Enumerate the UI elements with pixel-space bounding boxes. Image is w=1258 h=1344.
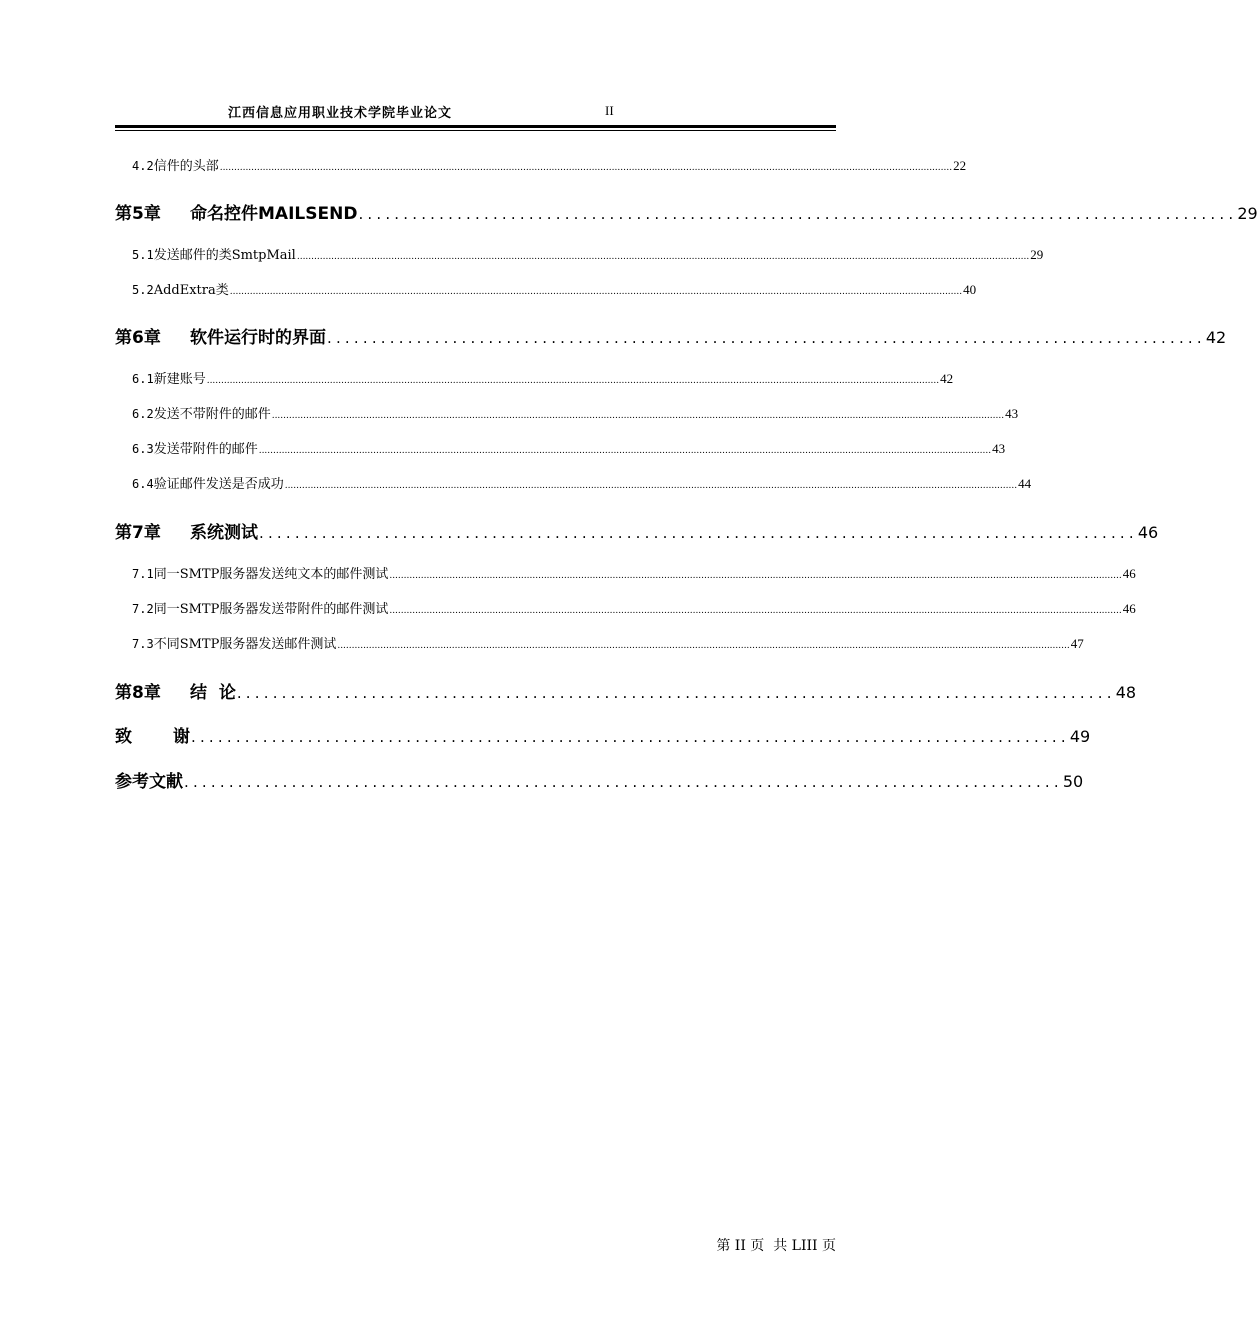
toc-chapter-number: 第7章: [115, 523, 161, 543]
toc-acknowledgements[interactable]: [115, 722, 1091, 747]
toc-leader-dots: ................................................................................................................................................................................................................................................................: [271, 411, 1005, 421]
toc-entry-label: 发送邮件的类SmtpMail: [153, 248, 296, 263]
toc-chapter-page: 42: [1205, 328, 1227, 347]
toc-chapter-page: 50: [1062, 772, 1084, 791]
toc-entry-page: 46: [1122, 566, 1136, 581]
toc-leader-dots: ................................................................................................................................................................................................................................................................: [284, 481, 1018, 491]
toc-entry-6-1[interactable]: [115, 368, 954, 387]
toc-entry-7-1[interactable]: [115, 563, 1136, 582]
toc-entry-label: 同一SMTP服务器发送带附件的邮件测试: [153, 602, 389, 617]
toc-chapter-number: 致: [115, 727, 132, 747]
toc-entry-label: AddExtra类: [153, 283, 229, 298]
toc-chapter-5[interactable]: [115, 199, 1258, 224]
toc-chapter-label: 软件运行时的界面: [190, 328, 326, 348]
toc-entry-number: 7.3: [132, 637, 154, 651]
toc-entry-number: 6.2: [132, 407, 154, 421]
toc-chapter-number: 参考文献: [115, 772, 183, 792]
toc-entry-label: 验证邮件发送是否成功: [153, 477, 284, 492]
toc-entry-6-3[interactable]: [115, 438, 1006, 457]
toc-entry-page: 42: [940, 371, 954, 386]
toc-leader-dots: ..................................................................................................: [191, 728, 1070, 746]
toc-references[interactable]: [115, 767, 1084, 792]
toc-chapter-page: 46: [1137, 523, 1159, 542]
toc-entry-7-3[interactable]: [115, 633, 1084, 652]
toc-leader-dots: ................................................................................................................................................................................................................................................................: [296, 252, 1030, 262]
toc-chapter-label: 谢: [173, 727, 190, 747]
toc-entry-page: 46: [1122, 601, 1136, 616]
toc-entry-page: 44: [1018, 476, 1032, 491]
toc-entry-page: 43: [992, 441, 1006, 456]
toc-leader-dots: ................................................................................................................................................................................................................................................................: [258, 446, 992, 456]
toc-leader-dots: ................................................................................................................................................................................................................................................................: [219, 163, 953, 173]
toc-entry-label: 不同SMTP服务器发送邮件测试: [153, 637, 337, 652]
toc-chapter-label: 系统测试: [190, 523, 258, 543]
toc-chapter-number: 第6章: [115, 328, 161, 348]
toc-chapter-page: 29: [1237, 204, 1258, 223]
toc-chapter-page: 48: [1115, 683, 1137, 702]
toc-entry-number: 4.2: [132, 159, 154, 173]
toc-entry-number: 6.4: [132, 477, 154, 491]
toc-entry-5-2[interactable]: [115, 279, 977, 298]
toc-leader-dots: ..................................................................................................: [259, 524, 1138, 542]
toc-leader-dots: ..................................................................................................: [358, 205, 1238, 223]
toc-chapter-number: 第8章: [115, 683, 161, 703]
toc-entry-number: 5.2: [132, 283, 154, 297]
toc-entry-page: 22: [953, 158, 967, 173]
toc-entry-number: 7.1: [132, 567, 154, 581]
toc-chapter-label: 命名控件MAILSEND: [190, 204, 358, 224]
toc-entry-7-2[interactable]: [115, 598, 1136, 617]
header-title: 江西信息应用职业技术学院毕业论文: [228, 106, 453, 121]
toc-entry-page: 29: [1030, 247, 1044, 262]
toc-entry-label: 同一SMTP服务器发送纯文本的邮件测试: [153, 567, 389, 582]
toc-entry-label: 信件的头部: [153, 159, 219, 174]
toc-leader-dots: ..................................................................................................: [184, 773, 1063, 791]
toc-leader-dots: ..................................................................................................: [236, 684, 1116, 702]
toc-entry-number: 6.1: [132, 372, 154, 386]
toc-entry-number: 5.1: [132, 248, 154, 262]
toc-chapter-label: 结 论: [190, 683, 236, 703]
toc-leader-dots: ..................................................................................................: [327, 329, 1206, 347]
header-rule-thin: [115, 130, 836, 131]
toc-chapter-number: 第5章: [115, 204, 161, 224]
toc-entry-6-4[interactable]: [115, 473, 1032, 492]
page-footer: 第 II 页 共 LIII 页: [716, 1238, 836, 1254]
toc-leader-dots: ................................................................................................................................................................................................................................................................: [206, 376, 940, 386]
toc-entry-number: 6.3: [132, 442, 154, 456]
toc-leader-dots: ................................................................................................................................................................................................................................................................: [389, 606, 1122, 616]
page-header: [115, 96, 836, 132]
toc-leader-dots: ................................................................................................................................................................................................................................................................: [229, 287, 963, 297]
header-rule-thick: [115, 125, 836, 128]
toc-leader-dots: ................................................................................................................................................................................................................................................................: [389, 571, 1122, 581]
toc-chapter-7[interactable]: [115, 518, 1159, 543]
toc-entry-label: 发送不带附件的邮件: [153, 407, 271, 422]
toc-entry-page: 47: [1070, 636, 1084, 651]
toc-chapter-8[interactable]: [115, 678, 1137, 703]
toc-entry-page: 40: [963, 282, 977, 297]
toc-chapter-page: 49: [1069, 727, 1091, 746]
toc-chapter-6[interactable]: [115, 323, 1227, 348]
toc-entry-label: 新建账号: [153, 372, 206, 387]
toc-entry-6-2[interactable]: [115, 403, 1019, 422]
toc-entry-label: 发送带附件的邮件: [153, 442, 258, 457]
toc-entry-page: 43: [1005, 406, 1019, 421]
toc-entry-number: 7.2: [132, 602, 154, 616]
toc-entry-4-2[interactable]: [115, 155, 967, 174]
toc-entry-5-1[interactable]: [115, 244, 1044, 263]
header-page-number: II: [605, 103, 614, 118]
toc-leader-dots: ................................................................................................................................................................................................................................................................: [337, 641, 1070, 651]
